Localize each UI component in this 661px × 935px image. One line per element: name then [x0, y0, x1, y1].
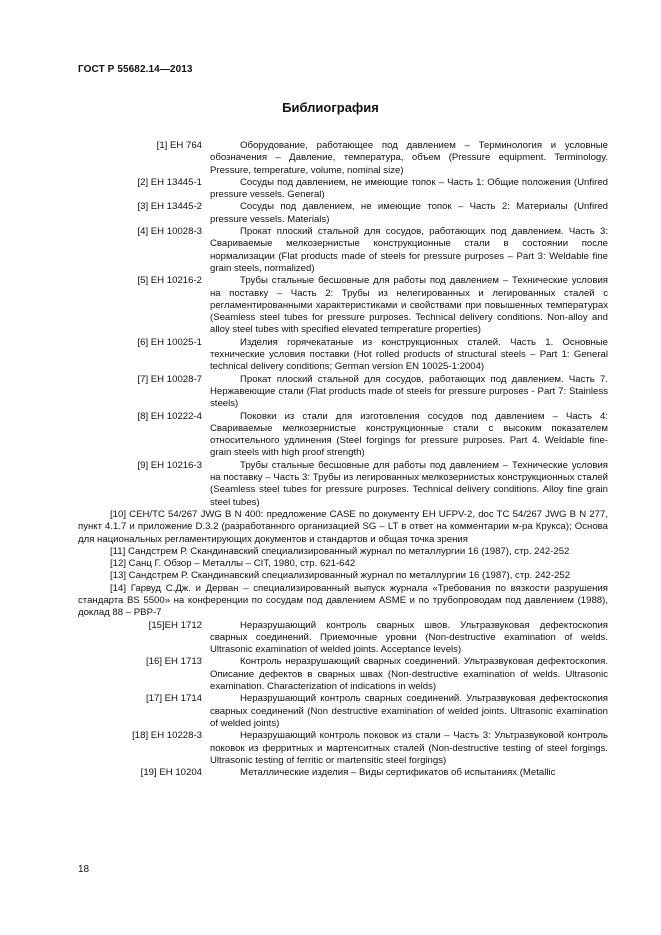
bib-desc: Трубы стальные бесшовные для работы под давлением – Технические условия на поставку – Часть 3: Трубы из легированных мелкозернистых конструкционных сталей (Seamless steel tubes for pressure purposes. Technical delivery conditions. Alloy fine grain steel tubes) — [210, 459, 608, 508]
bib-ref: [15]ЕН 1712 — [148, 619, 202, 631]
bib-entry-long: [12] Санц Г. Обзор – Металлы – CIT, 1980, стр. 621-642 — [110, 558, 356, 570]
bib-entry — [78, 201, 608, 226]
bib-desc: Контроль неразрушающий сварных соединений. Ультразвуковая дефектоскопия. Описание дефектов в сварных швах (Non-destructive examination of welds. Ultrasonic examination. Characterization of indications in welds) — [210, 656, 608, 693]
bib-entry — [78, 140, 608, 177]
bib-ref: [3] ЕН 13445-2 — [137, 201, 202, 213]
bib-ref: [2] ЕН 13445-1 — [137, 176, 202, 188]
bib-ref: [1] ЕН 764 — [156, 140, 202, 151]
bibliography-list — [78, 140, 608, 779]
document-header: ГОСТ Р 55682.14—2013 — [78, 64, 193, 75]
bib-desc: Металлические изделия – Виды сертификатов об испытаниях (Metallic — [240, 767, 556, 779]
bib-ref: [5] ЕН 10216-2 — [137, 275, 202, 287]
bib-ref: [6] ЕН 10025-1 — [137, 336, 202, 348]
bib-ref: [8] ЕН 10222-4 — [137, 410, 202, 422]
page-title: Библиография — [282, 100, 379, 115]
bib-ref: [17] ЕН 1714 — [145, 693, 202, 705]
bib-desc: Неразрушающий контроль сварных соединений. Ультразвуковая дефектоскопия сварных соединений (Non destructive examination of welded joints. Ultrasonic examination of welded joints) — [210, 693, 608, 729]
bib-desc: Сосуды под давлением, не имеющие топок – Часть 2: Материалы (Unfired pressure vessels. Materials) — [210, 201, 608, 225]
bib-desc: Трубы стальные бесшовные для работы под давлением – Технические условия на поставку – Часть 2: Трубы из нелегированных и легированных сталей с регламентированными характеристиками и свойствами при повышенных температурах (Seamless steel tubes for pressure purposes. Technical delivery conditions. Non-alloy and alloy steel tubes with specified elevated temperature properties) — [210, 275, 608, 336]
bib-entry-long: [14] Гарвуд С.Дж. и Дерван – специализированный выпуск журнала «Требования по вязкости разрушения стандарта BS 5500» на конференции по сосудам под давлением ASME и по трубопроводам под давлением (1988), доклад 88 – PBP-7 — [78, 582, 608, 619]
bib-desc: Неразрушающий контроль сварных швов. Ультразвуковая дефектоскопия сварных соединений. Приемочные уровни (Non-destructive examination of welds. Ultrasonic examination of welded joints. Acceptance levels) — [210, 619, 608, 656]
page-number: 18 — [78, 864, 90, 875]
bib-entry — [78, 177, 608, 202]
bib-desc: Неразрушающий контроль поковок из стали – Часть 3: Ультразвуковой контроль поковок из ферритных и мартенситных сталей (Non-destructive testing of steel forgings. Ultrasonic testing of ferritic or martensitic steel forgings) — [210, 730, 608, 766]
bib-entry — [78, 226, 608, 275]
bib-entry — [78, 730, 608, 767]
bib-ref: [16] ЕН 1713 — [145, 656, 202, 668]
bib-desc: Изделия горячекатаные из конструкционных сталей. Часть 1. Основные технические условия поставки (Hot rolled products of structural steels – Part 1: General technical delivery conditions; German version EN 10025-1:2004) — [210, 336, 608, 373]
bib-entry-long: [11] Сандстрем Р. Скандинавский специализированный журнал по металлургии 16 (1987), стр. 242-252 — [110, 545, 570, 557]
bib-ref: [7] ЕН 10028-7 — [137, 373, 202, 385]
bib-desc: Прокат плоский стальной для сосудов, работающих под давлением. Часть 7. Нержавеющие стали (Flat products made of steels for pressure purposes - Part 7: Stainless steels) — [210, 373, 608, 410]
bib-desc: Оборудование, работающее под давлением – Терминология и условные обозначения – Давление, температура, объем (Pressure equipment. Terminology. Pressure, temperature, volume, nominal size) — [210, 140, 608, 176]
bib-entry — [78, 767, 608, 779]
bib-entry — [78, 656, 608, 693]
bib-desc: Сосуды под давлением, не имеющие топок – Часть 1: Общие положения (Unfired pressure vessels. General) — [210, 176, 608, 201]
bib-ref: [19] ЕН 10204 — [140, 767, 202, 779]
bib-entry — [78, 411, 608, 460]
bib-entry — [78, 374, 608, 411]
bib-entry — [78, 275, 608, 336]
bib-desc: Прокат плоский стальной для сосудов, работающих под давлением. Часть 3: Свариваемые мелкозернистые конструкционные стали в состоянии после нормализации (Flat products made of steels for pressure purposes – Part 3: Weldable fine grain steels, normalized) — [210, 226, 608, 274]
bib-entry-long: [13] Сандстрем Р. Скандинавский специализированный журнал по металлургии 16 (1987), стр. 242-252 — [110, 570, 571, 582]
bib-desc: Поковки из стали для изготовления сосудов под давлением – Часть 4: Свариваемые мелкозернистые конструкционные стали с высоким показателем относительного удлинения (Steel forgings for pressure purposes. Part 4. Weldable fine-grain steels with high proof strength) — [210, 410, 608, 459]
bib-entry — [78, 337, 608, 374]
bib-entry — [78, 620, 608, 657]
bib-entry-long: [10] CEH/TC 54/267 JWG B N 400: предложение CASE по документу ЕН UFPV-2, doc TC 54/267 JWG B N 277, пункт 4.1.7 и приложение D.3.2 (разработанного организацией SG – LT в ответ на комментарии м-ра Крукса); Основа для национальных регламентирующих документов и стандартов и общая точка зрения — [78, 508, 608, 545]
bib-ref: [9] ЕН 10216-3 — [137, 459, 202, 471]
bib-ref: [18] ЕН 10228-3 — [132, 730, 202, 742]
bib-ref: [4] ЕН 10028-3 — [137, 226, 202, 238]
bib-entry — [78, 693, 608, 730]
bib-entry — [78, 460, 608, 509]
